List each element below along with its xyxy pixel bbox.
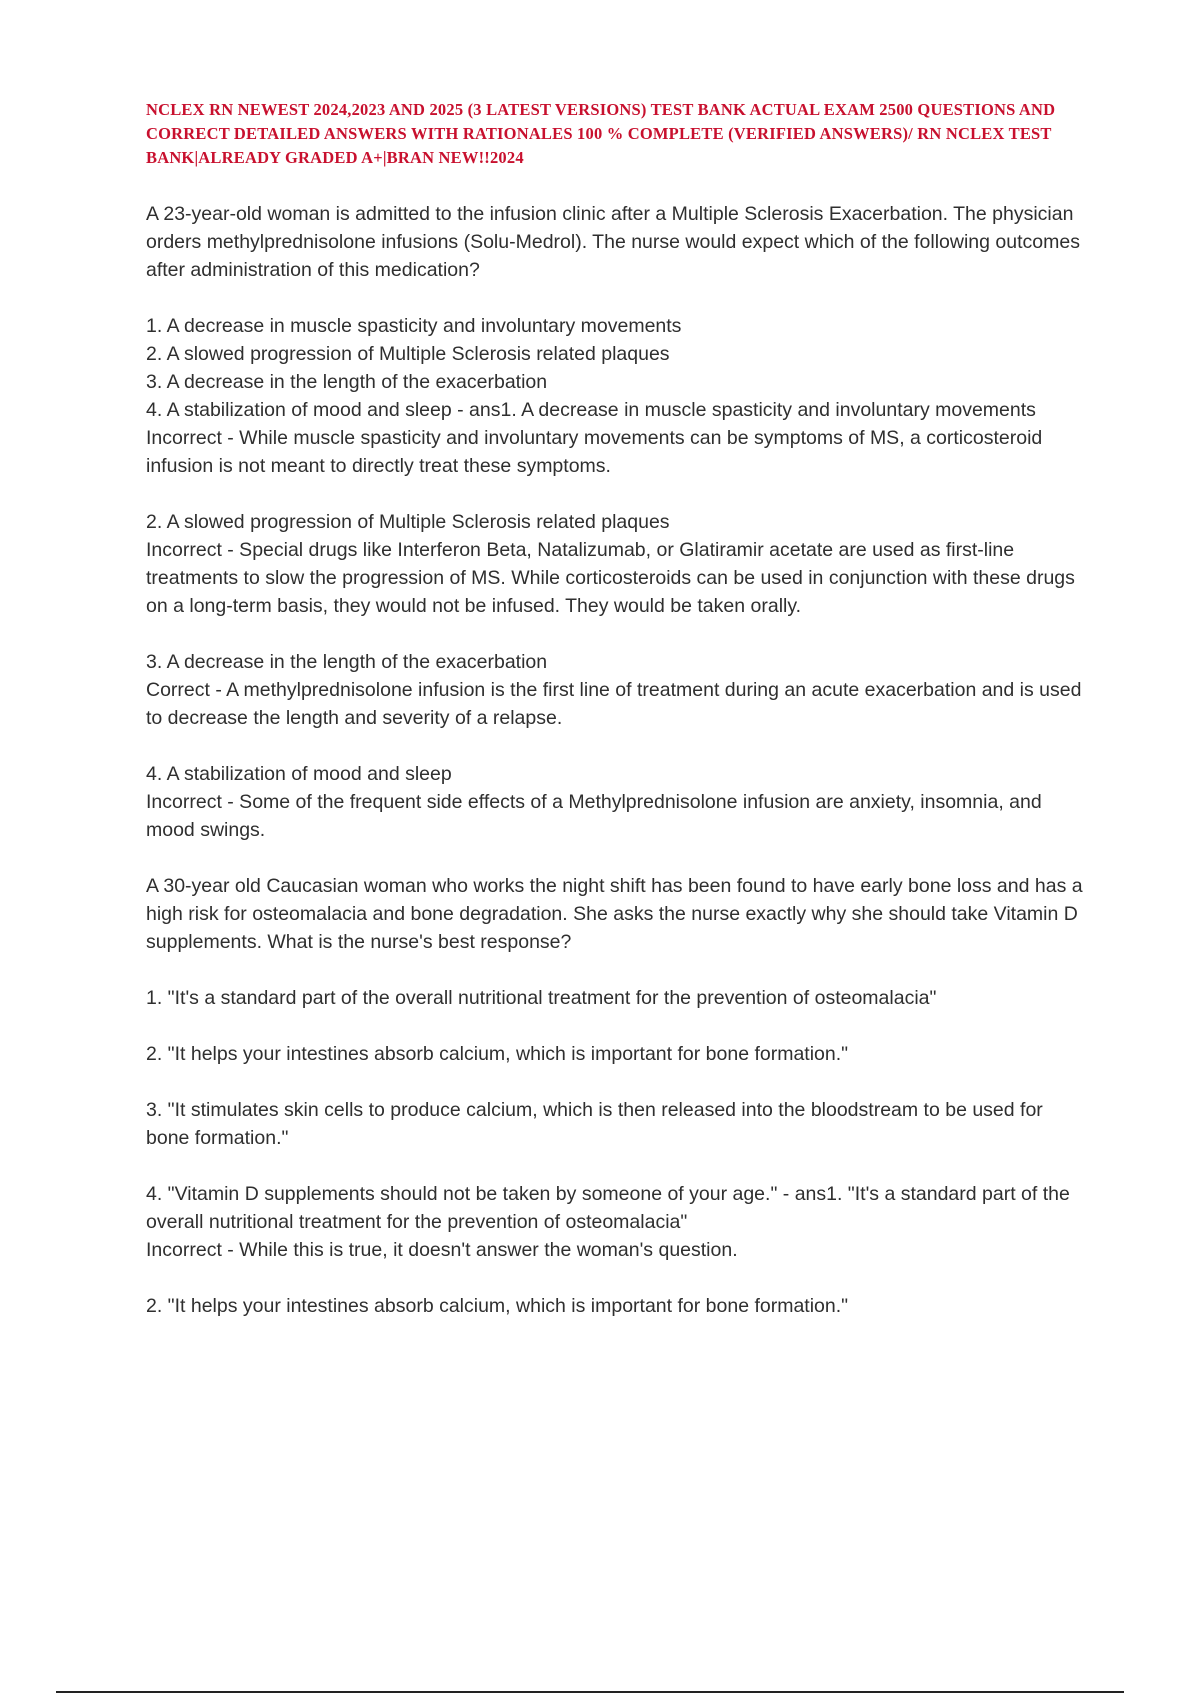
question-2-option-4-answer: 4. "Vitamin D supplements should not be taken by someone of your age." - ans1. "It's a standard part of the overall nutritional treatment for the prevention of osteomalacia"	[146, 1183, 1070, 1233]
document-body	[146, 200, 1091, 1320]
footer-divider	[56, 1691, 1124, 1693]
question-2-option-1: 1. "It's a standard part of the overall nutritional treatment for the prevention of osteomalacia"	[146, 987, 937, 1009]
question-1-stem: A 23-year-old woman is admitted to the infusion clinic after a Multiple Sclerosis Exacerbation. The physician orders methylprednisolone infusions (Solu-Medrol). The nurse would expect which of the following outcomes after administration of this medication?	[146, 203, 1080, 281]
question-2-stem: A 30-year old Caucasian woman who works the night shift has been found to have early bone loss and has a high risk for osteomalacia and bone degradation. She asks the nurse exactly why she should take Vitamin D supplements. What is the nurse's best response?	[146, 875, 1083, 953]
question-1-rationale-4: Incorrect - Some of the frequent side effects of a Methylprednisolone infusion are anxiety, insomnia, and mood swings.	[146, 791, 1042, 841]
question-1-option-1: 1. A decrease in muscle spasticity and involuntary movements	[146, 315, 682, 337]
spacer	[146, 844, 1091, 872]
spacer	[146, 1264, 1091, 1292]
question-1-rationale-1: Incorrect - While muscle spasticity and involuntary movements can be symptoms of MS, a corticosteroid infusion is not meant to directly treat these symptoms.	[146, 427, 1043, 477]
question-2-option-3: 3. "It stimulates skin cells to produce calcium, which is then released into the bloodstream to be used for bone formation."	[146, 1099, 1043, 1149]
question-1-option-3: 3. A decrease in the length of the exacerbation	[146, 371, 548, 393]
spacer	[146, 620, 1091, 648]
question-2-option-2-repeat: 2. "It helps your intestines absorb calcium, which is important for bone formation."	[146, 1295, 849, 1317]
spacer	[146, 1068, 1091, 1096]
spacer	[146, 1152, 1091, 1180]
question-1-rationale-3: Correct - A methylprednisolone infusion is the first line of treatment during an acute exacerbation and is used to decrease the length and severity of a relapse.	[146, 679, 1082, 729]
question-1-rationale-2: Incorrect - Special drugs like Interferon Beta, Natalizumab, or Glatiramir acetate are used as first-line treatments to slow the progression of MS. While corticosteroids can be used in conjunction with these drugs on a long-term basis, they would not be infused. They would be taken orally.	[146, 539, 1075, 617]
question-1-option-4-repeat: 4. A stabilization of mood and sleep	[146, 763, 452, 785]
spacer	[146, 732, 1091, 760]
spacer	[146, 956, 1091, 984]
question-1-option-3-repeat: 3. A decrease in the length of the exacerbation	[146, 651, 548, 673]
question-2-option-2: 2. "It helps your intestines absorb calcium, which is important for bone formation."	[146, 1043, 849, 1065]
question-1-option-2: 2. A slowed progression of Multiple Sclerosis related plaques	[146, 343, 670, 365]
question-2-rationale-1: Incorrect - While this is true, it doesn't answer the woman's question.	[146, 1239, 738, 1261]
spacer	[146, 480, 1091, 508]
spacer	[146, 284, 1091, 312]
document-title: NCLEX RN NEWEST 2024,2023 AND 2025 (3 LATEST VERSIONS) TEST BANK ACTUAL EXAM 2500 QUESTIONS AND CORRECT DETAILED ANSWERS WITH RATIONALES 100 % COMPLETE (VERIFIED ANSWERS)/ RN NCLEX TEST BANK|ALREADY GRADED A+|BRAN NEW!!2024	[146, 100, 1056, 167]
spacer	[146, 1012, 1091, 1040]
question-1-option-2-repeat: 2. A slowed progression of Multiple Sclerosis related plaques	[146, 511, 670, 533]
question-1-option-4-answer: 4. A stabilization of mood and sleep - ans1. A decrease in muscle spasticity and involuntary movements	[146, 399, 1036, 421]
